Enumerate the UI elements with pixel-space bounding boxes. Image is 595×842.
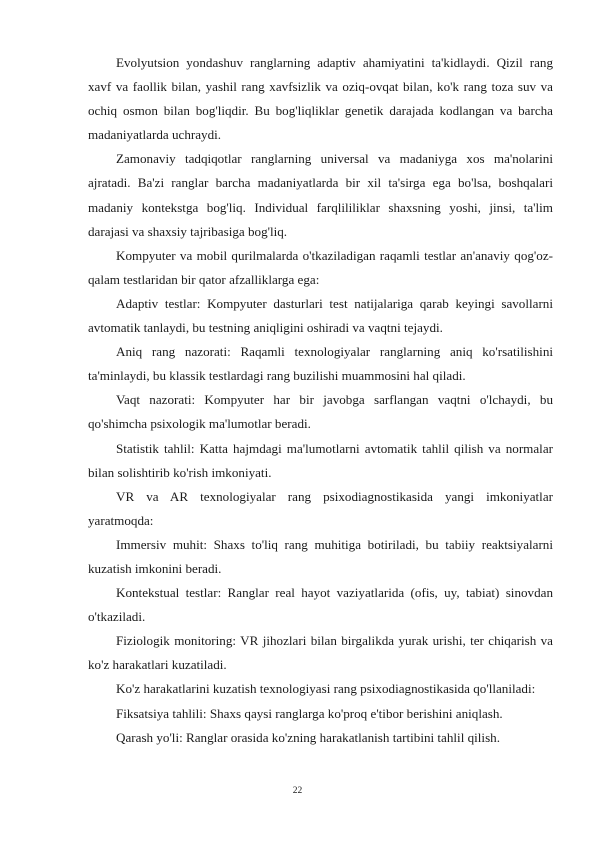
paragraph-physiological-monitoring: Fiziologik monitoring: VR jihozlari bilan birgalikda yurak urishi, ter chiqarish va ko'z harakatlari kuzatiladi. <box>88 633 553 673</box>
paragraph-vr-ar-intro: VR va AR texnologiyalar rang psixodiagnostikasida yangi imkoniyatlar yaratmoqda: <box>88 488 553 528</box>
paragraph-gaze-path: Qarash yo'li: Ranglar orasida ko'zning harakatlanish tartibini tahlil qilish. <box>116 729 500 745</box>
paragraph-eye-tracking-intro: Ko'z harakatlarini kuzatish texnologiyasi rang psixodiagnostikasida qo'llaniladi: <box>116 681 536 697</box>
page-body <box>88 51 553 750</box>
paragraph-contextual-tests: Kontekstual testlar: Ranglar real hayot vaziyatlarida (ofis, uy, tabiat) sinovdan o'tkaziladi. <box>88 585 553 625</box>
paragraph-fixation-analysis: Fiksatsiya tahlili: Shaxs qaysi ranglarga ko'proq e'tibor berishini aniqlash. <box>116 705 503 721</box>
paragraph-modern-research: Zamonaviy tadqiqotlar ranglarning universal va madaniyga xos ma'nolarini ajratadi. Ba'zi ranglar barcha madaniyatlarda bir xil ta'sirga ega bo'lsa, boshqalari madaniy kontekstga bog'liq. Individual farqlililiklar shaxsning yoshi, jinsi, ta'lim darajasi va shaxsiy tajribasiga bog'liq. <box>88 151 553 239</box>
page-number: 22 <box>292 786 303 796</box>
paragraph-time-control: Vaqt nazorati: Kompyuter har bir javobga sarflangan vaqtni o'lchaydi, bu qo'shimcha psixologik ma'lumotlar beradi. <box>88 392 553 432</box>
paragraph-evolutionary-approach: Evolyutsion yondashuv ranglarning adaptiv ahamiyatini ta'kidlaydi. Qizil rang xavf va faollik bilan, yashil rang xavfsizlik va oziq-ovqat bilan, ko'k rang toza suv va ochiq osmon bilan bog'liqdir. Bu bog'liqliklar genetik darajada kodlangan va barcha madaniyatlarda uchraydi. <box>88 55 553 143</box>
paragraph-color-control: Aniq rang nazorati: Raqamli texnologiyalar ranglarning aniq ko'rsatilishini ta'minlaydi, bu klassik testlardagi rang buzilishi muammosini hal qiladi. <box>88 344 553 384</box>
paragraph-adaptive-tests: Adaptiv testlar: Kompyuter dasturlari test natijalariga qarab keyingi savollarni avtomatik tanlaydi, bu testning aniqligini oshiradi va vaqtni tejaydi. <box>88 295 553 336</box>
paragraph-immersive-environment: Immersiv muhit: Shaxs to'liq rang muhitiga botiriladi, bu tabiiy reaktsiyalarni kuzatish imkonini beradi. <box>88 536 553 576</box>
paragraph-statistical-analysis: Statistik tahlil: Katta hajmdagi ma'lumotlarni avtomatik tahlil qilish va normalar bilan solishtirib ko'rish imkoniyati. <box>88 440 553 480</box>
paragraph-digital-tests-intro: Kompyuter va mobil qurilmalarda o'tkaziladigan raqamli testlar an'anaviy qog'oz-qalam testlaridan bir qator afzalliklarga ega: <box>88 247 553 287</box>
